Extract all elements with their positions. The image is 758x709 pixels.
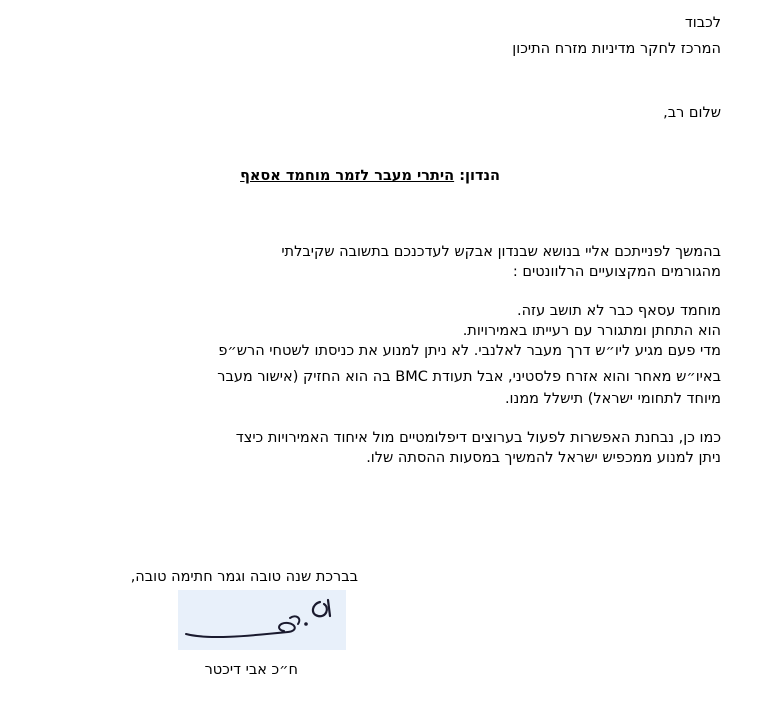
subject-text: היתרי מעבר לזמר מוחמד אסאף xyxy=(240,168,455,184)
recipient-line-2: המרכז לחקר מדיניות מזרח התיכון xyxy=(512,41,721,57)
intro-line-1: בהמשך לפנייתכם אליי בנושא שבנדון אבקש לעדכנכם בתשובה שקיבלתי xyxy=(281,244,721,260)
closing-line-2: ניתן למנוע ממכפיש ישראל להמשיך במסעות ההסתה שלו. xyxy=(366,450,721,466)
subject-line xyxy=(240,167,500,185)
subject-label: הנדון: xyxy=(459,168,500,184)
blessing-line: בברכת שנה טובה וגמר חתימה טובה, xyxy=(130,569,358,585)
body-line-4: באיו״ש מאחר והוא אזרח פלסטיני, אבל תעודת BMC בה הוא החזיק (אישור מעבר xyxy=(217,369,721,385)
handwritten-signature xyxy=(178,590,346,650)
recipient-line-1: לכבוד xyxy=(684,15,721,31)
signature-image xyxy=(178,590,346,650)
intro-line-2: מהגורמים המקצועיים הרלוונטים : xyxy=(512,264,721,280)
body-line-1: מוחמד עסאף כבר לא תושב עזה. xyxy=(516,303,721,319)
body-line-5: מיוחד לתחומי ישראל) תישלל ממנו. xyxy=(504,391,721,407)
body-line-3: מדי פעם מגיע ליו״ש דרך מעבר לאלנבי. לא ניתן למנוע את כניסתו לשטחי הרש״פ xyxy=(218,343,721,359)
closing-line-1: כמו כן, נבחנת האפשרות לפעול בערוצים דיפלומטיים מול איחוד האמירויות כיצד xyxy=(235,430,721,446)
body-line-2: הוא התחתן ומתגורר עם רעייתו באמירויות. xyxy=(462,323,721,339)
greeting: שלום רב, xyxy=(663,105,721,121)
signer-name: ח״כ אבי דיכטר xyxy=(204,662,298,678)
